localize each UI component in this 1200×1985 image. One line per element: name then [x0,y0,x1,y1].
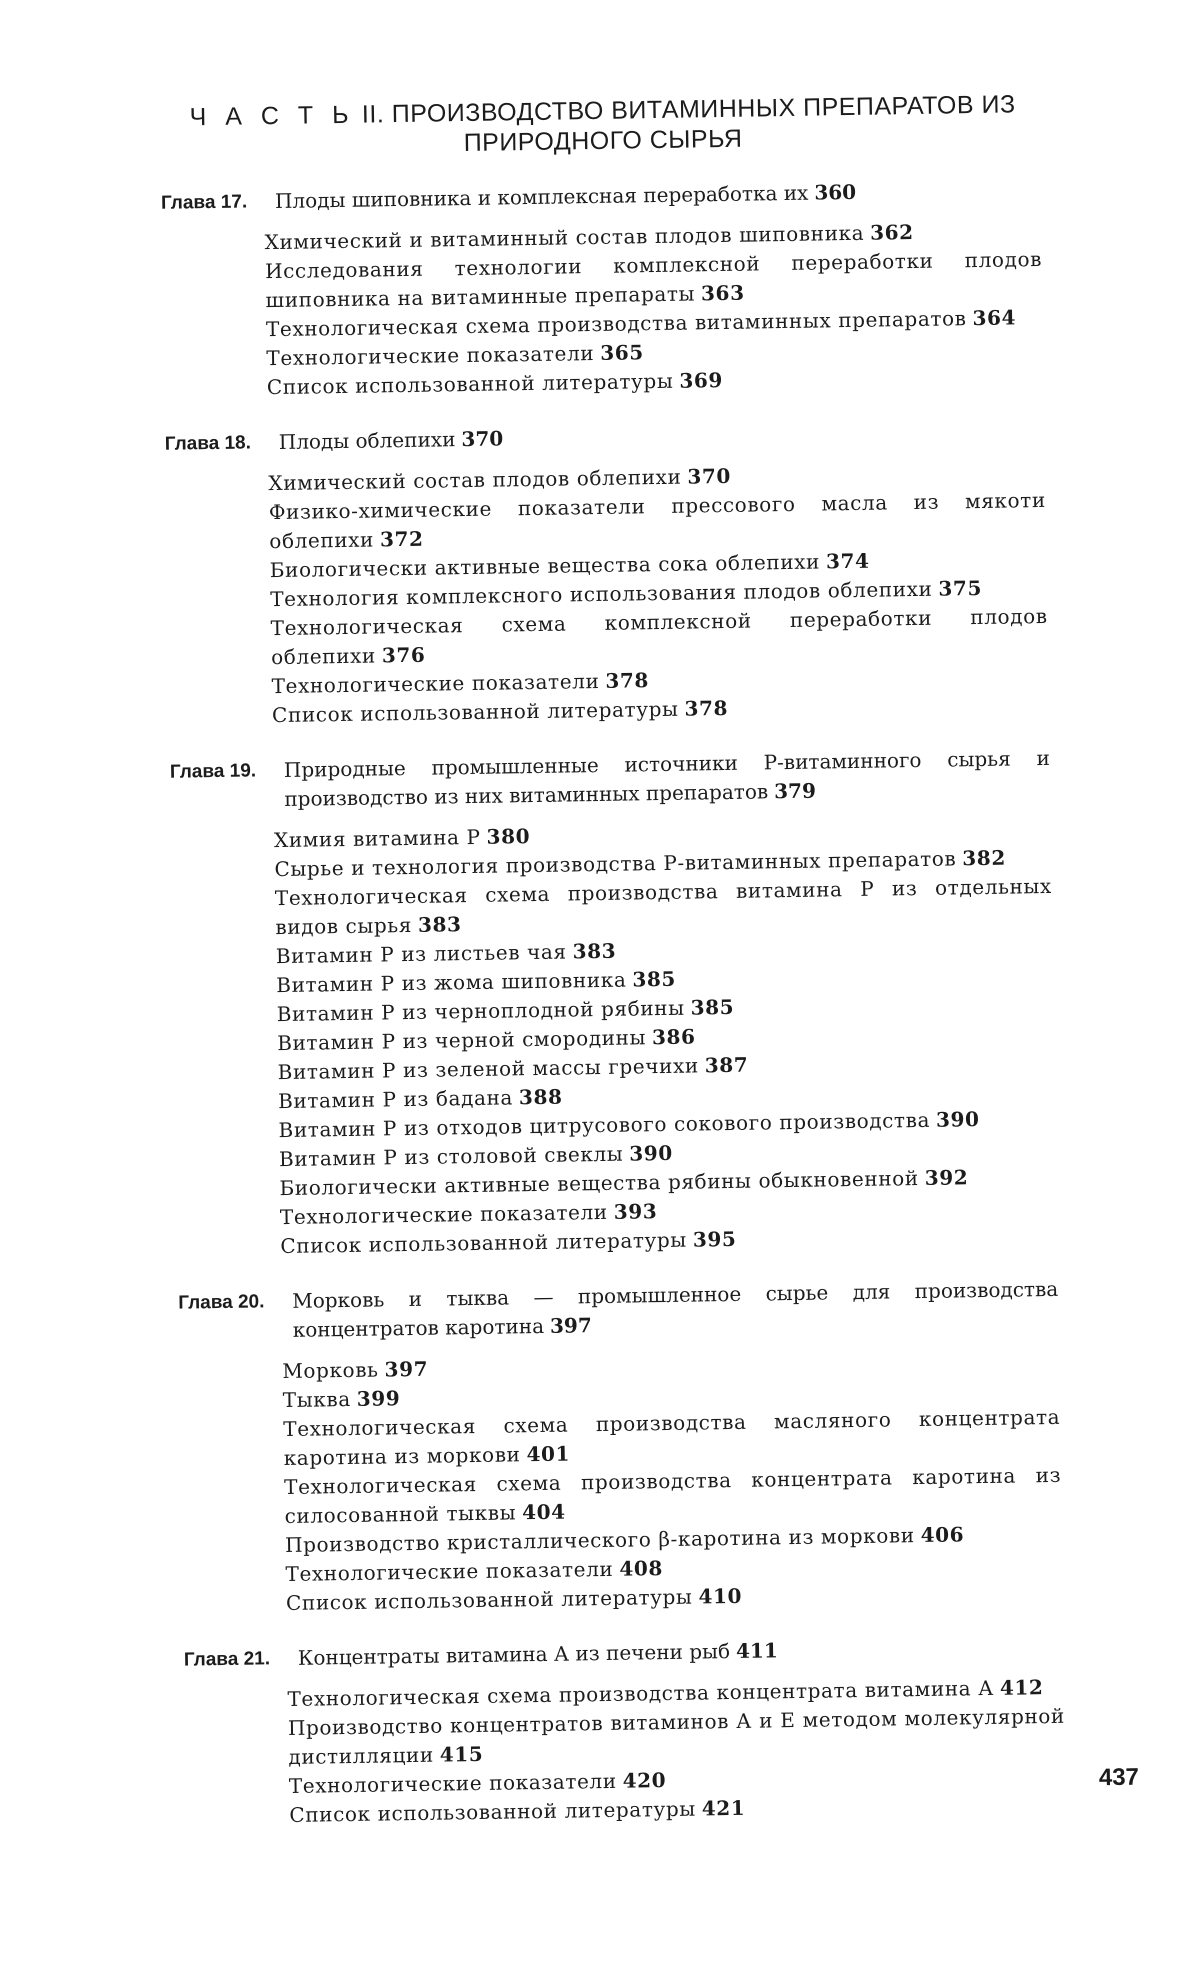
section-title: Технология комплексного использования плодов облепихи [270,576,933,612]
section-title: Тыква [282,1386,351,1413]
chapter-page-number: 370 [461,426,504,452]
section-title: Витамин Р из жома шиповника [276,967,627,998]
section-page-number: 383 [572,938,617,964]
chapter-label: Глава 18. [164,432,252,455]
chapter-title-line [284,744,1051,814]
table-of-contents [161,175,1067,1858]
section-page-number: 374 [825,548,870,574]
section-page-number: 376 [381,642,426,668]
section-page-number: 415 [439,1741,484,1767]
section-title: Витамин Р из бадана [277,1085,514,1114]
section-page-number: 382 [962,845,1007,871]
chapter-title: Плоды облепихи [278,427,456,454]
chapter-heading [184,1632,1064,1675]
chapter-title-line [275,175,1041,216]
chapter-title: Морковь и тыква — промышленное сырье для производства концентратов каротина [292,1276,1059,1342]
chapter [170,744,1058,1263]
section-title: Технологическая схема производства концентрата витамина А [287,1675,995,1712]
section-page-number: 362 [869,219,914,245]
section-title: Биологически активные вещества рябины обыкновенной [279,1166,919,1201]
section-title: Технологические показатели [279,1199,608,1230]
chapter-heading [170,744,1051,816]
section-page-number: 386 [651,1024,696,1050]
section-title: Витамин Р из листьев чая [275,939,567,969]
section-page-number: 363 [700,280,745,306]
section-title: Список использованной литературы [289,1796,696,1827]
section-page-number: 421 [701,1795,746,1821]
chapter-page-number: 397 [549,1313,592,1338]
chapter-title: Концентраты витамина А из печени рыб [297,1639,731,1670]
section-page-number: 390 [935,1107,980,1132]
section-page-number: 393 [613,1199,658,1224]
section-title: Витамин Р из черной смородины [277,1025,647,1056]
section-page-number: 375 [938,575,983,601]
section-page-number: 410 [698,1583,743,1609]
part-number: II. [361,100,385,129]
section-title: Технологическая схема производства витаминных препаратов [265,306,967,342]
chapter [178,1275,1063,1620]
section-title: Производство кристаллического β-каротина из моркови [284,1523,915,1558]
section-page-number: 406 [920,1522,965,1548]
section-title: Производство концентратов витаминов А и Е методом молекулярной дистилляции [287,1703,1066,1769]
section-title: Список использованной литературы [271,696,679,728]
section-page-number: 364 [972,305,1017,331]
section-title: Витамин Р из черноплодной рябины [276,995,685,1027]
part-title [152,89,1053,163]
chapter-title: Плоды шиповника и комплексная переработка их [274,180,809,214]
chapter-heading [165,416,1045,459]
section-list [282,1345,1063,1618]
chapter-heading [178,1275,1059,1347]
section-title: Технологическая схема комплексной переработки плодов облепихи [270,603,1048,670]
section-page-number: 388 [518,1084,563,1110]
section-title: Химия витамина Р [273,824,481,853]
section-page-number: 365 [600,340,644,365]
section-list [268,457,1049,730]
chapter-title: Природные промышленные источники Р-витаминного сырья и производство из них витаминных препаратов [283,745,1051,811]
section-page-number: 392 [924,1165,969,1190]
section-title: Технологические показатели [271,668,600,699]
section-page-number: 399 [356,1386,401,1411]
section-page-number: 380 [486,824,531,849]
page-number: 437 [1098,1763,1140,1792]
section-page-number: 370 [687,463,732,489]
section-page-number: 404 [521,1499,566,1525]
section-title: Исследования технологии комплексной переработки плодов шиповника на витаминные препараты [264,246,1043,313]
section-page-number: 401 [526,1441,571,1467]
section-page-number: 395 [692,1226,737,1252]
chapter [184,1632,1067,1832]
section-page-number: 369 [679,368,724,393]
section-title: Технологическая схема производства витамина Р из отдельных видов сырья [274,873,1053,940]
chapter [165,416,1050,732]
chapter-label: Глава 19. [169,760,257,783]
section-title: Витамин Р из отходов цитрусового сокового производства [278,1107,931,1143]
section-list [274,814,1058,1261]
section-title: Сырье и технология производства Р-витаминных препаратов [274,846,957,882]
section-title: Химический и витаминный состав плодов шиповника [264,220,865,255]
section-page-number: 408 [619,1556,664,1581]
section-title: Технологическая схема производства масляного концентрата каротина из моркови [283,1404,1061,1471]
chapter-label: Глава 20. [178,1291,265,1314]
chapter-title-line [279,416,1045,457]
section-page-number: 383 [417,912,462,937]
section-title: Список использованной литературы [280,1227,688,1259]
section-page-number: 412 [999,1675,1044,1700]
section-page-number: 378 [684,695,729,721]
chapter [161,175,1044,404]
section-page-number: 387 [704,1052,749,1078]
section-title: Витамин Р из столовой свеклы [278,1141,624,1172]
section-title: Технологическая схема производства концентрата каротина из силосованной тыквы [283,1462,1062,1529]
chapter-label: Глава 21. [183,1648,271,1671]
chapter-page-number: 411 [735,1638,778,1663]
chapter-title-line [298,1632,1064,1673]
section-list [264,216,1044,402]
section-title: Список использованной литературы [285,1584,693,1616]
chapter-label: Глава 17. [160,191,248,214]
chapter-page-number: 360 [814,179,857,205]
part-label: Ч А С Т Ь [189,100,355,132]
section-title: Технологические показатели [266,341,595,371]
chapter-heading [161,175,1041,218]
section-title: Биологически активные вещества сока облепихи [269,549,821,583]
section-page-number: 420 [622,1768,667,1793]
section-page-number: 378 [605,668,650,693]
chapter-title-line [292,1275,1059,1345]
section-title: Физико-химические показатели прессового масла из мякоти облепихи [268,487,1046,554]
section-title: Морковь [282,1357,379,1384]
chapter-page-number: 379 [773,778,817,804]
section-page-number: 385 [690,994,735,1020]
section-page-number: 397 [384,1356,429,1382]
section-title: Список использованной литературы [266,368,674,400]
section-title: Технологические показатели [288,1768,617,1798]
section-list [287,1673,1066,1830]
section-page-number: 372 [379,526,424,552]
section-page-number: 385 [632,966,677,992]
section-title: Витамин Р из зеленой массы гречихи [277,1053,699,1085]
section-title: Химический состав плодов облепихи [268,464,682,496]
part-title-text: ПРОИЗВОДСТВО ВИТАМИННЫХ ПРЕПАРАТОВ ИЗ ПРИРОДНОГО СЫРЬЯ [391,90,1016,158]
section-page-number: 390 [629,1140,673,1166]
section-title: Технологические показатели [285,1556,614,1587]
